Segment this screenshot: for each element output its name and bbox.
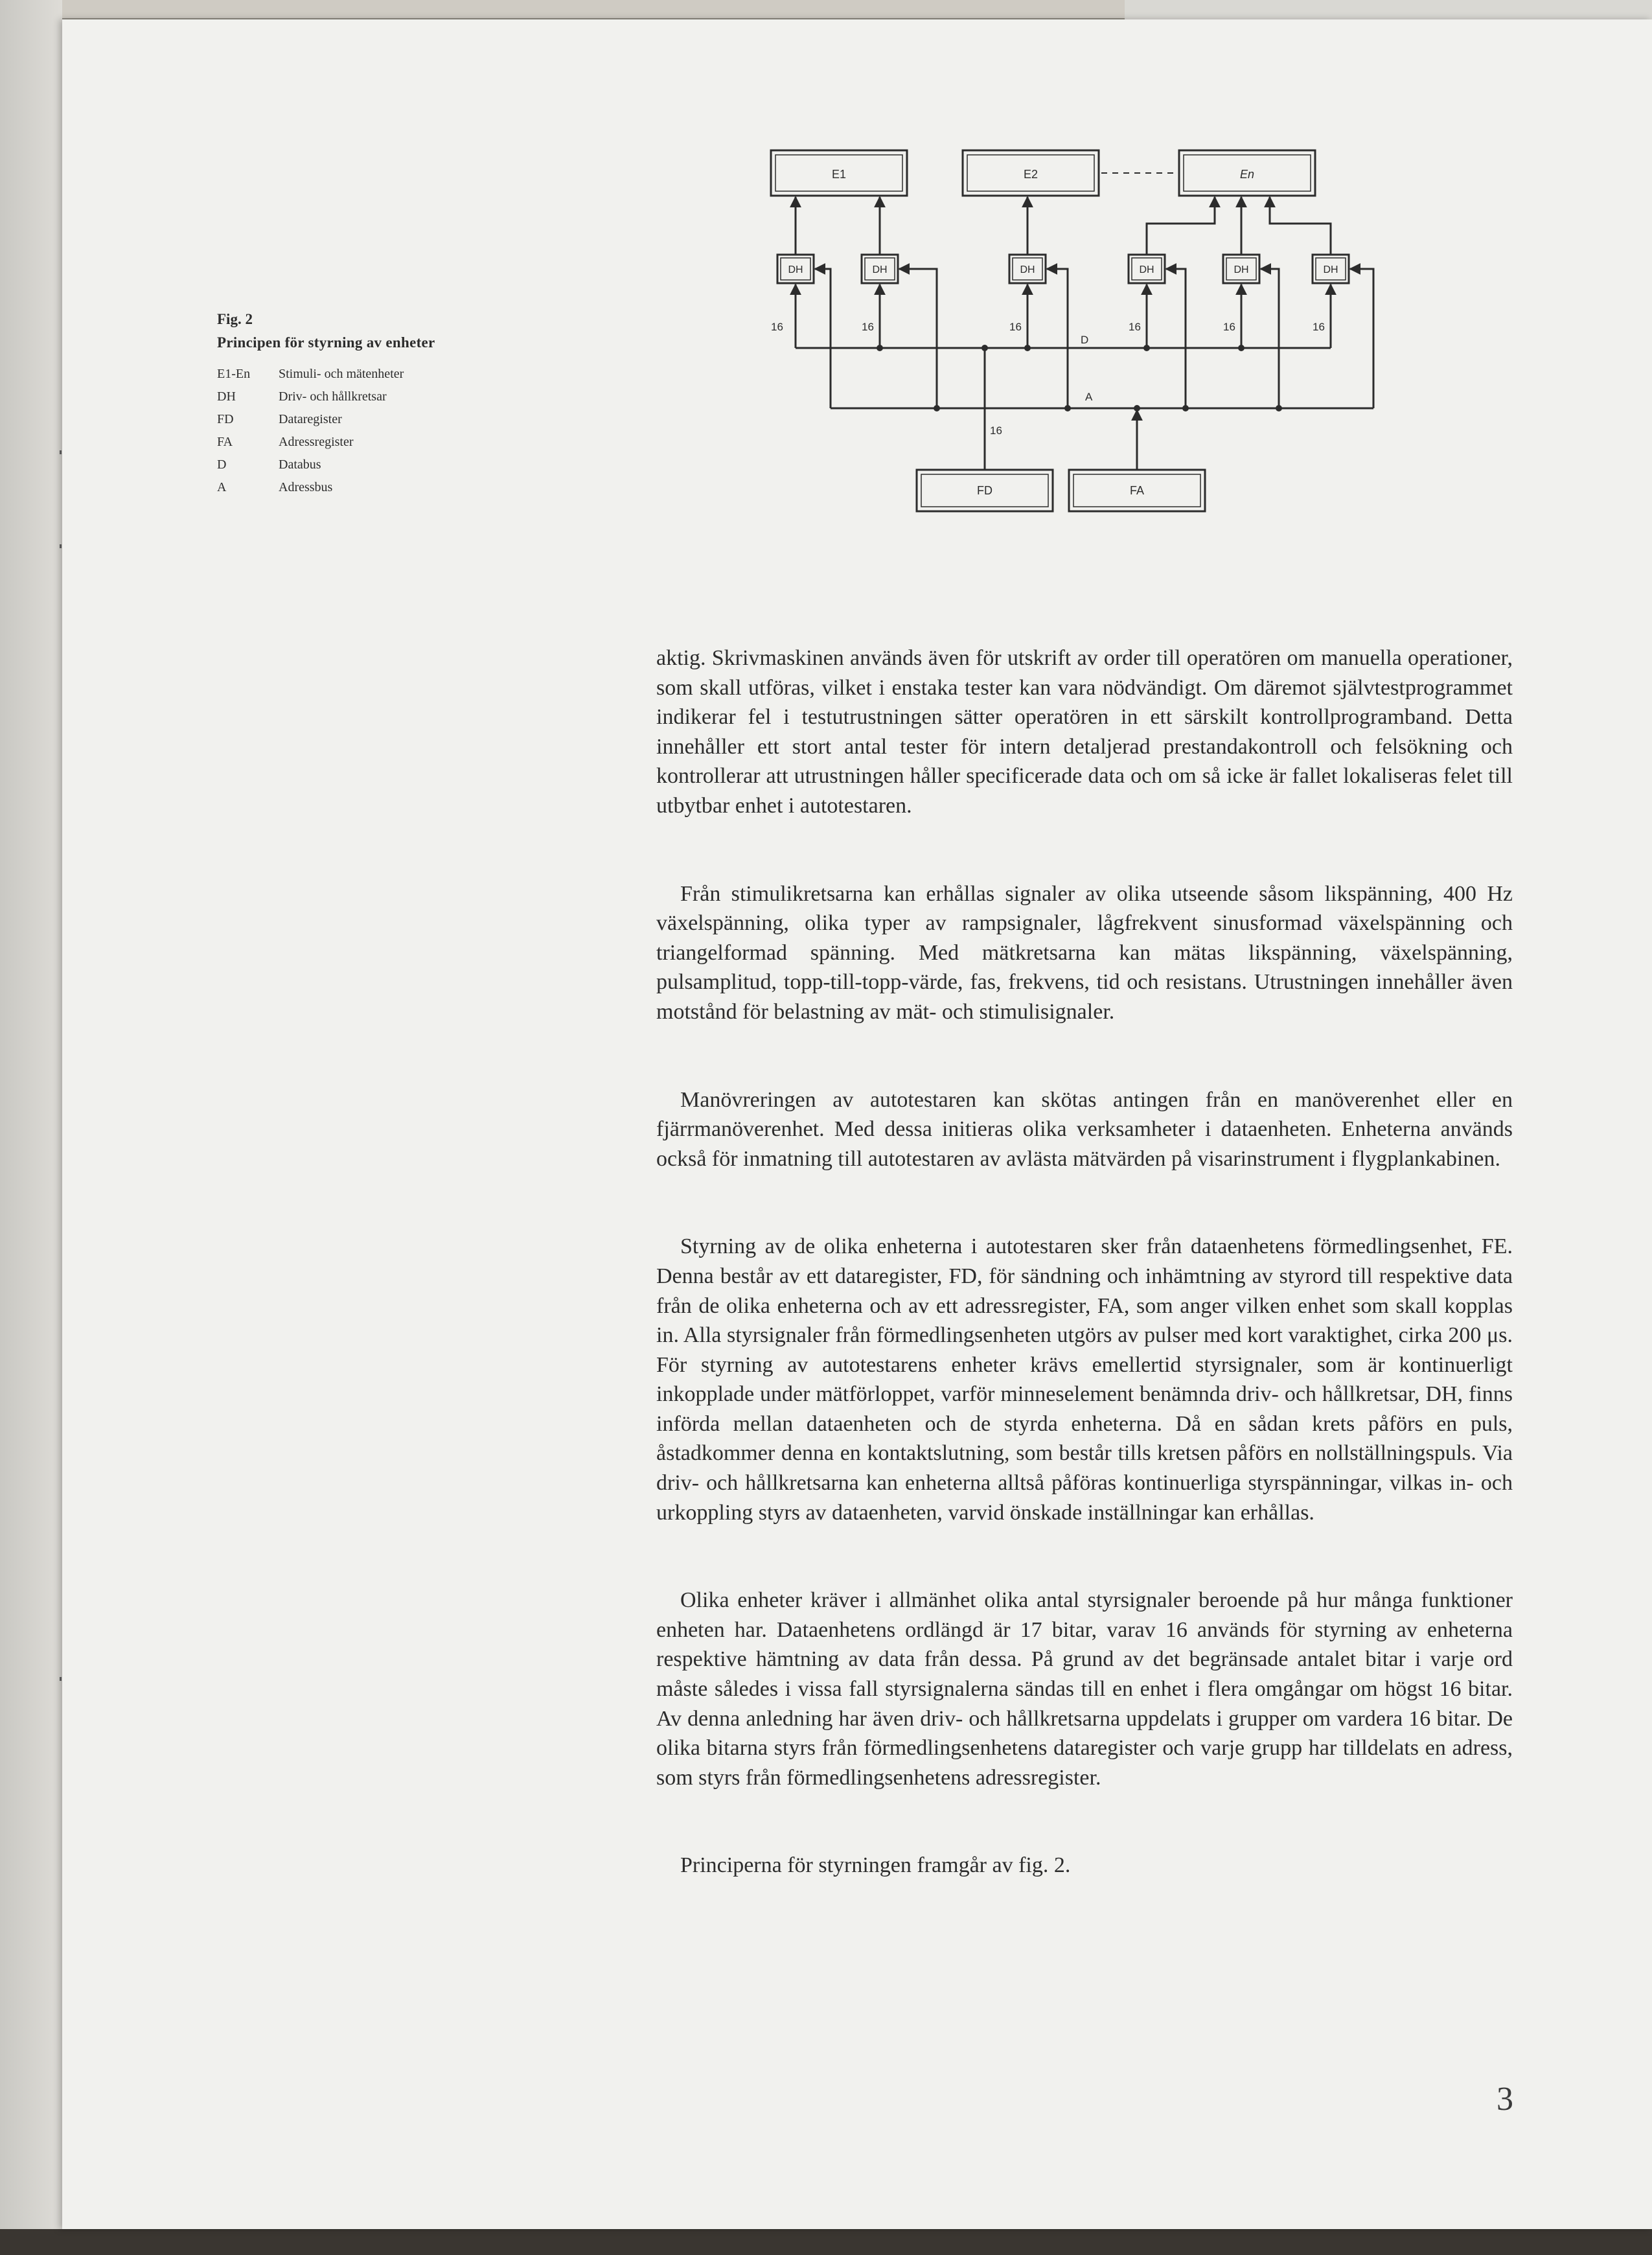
paragraph: Principerna för styrningen framgår av fig. 2. (680, 1853, 1071, 1878)
dh-label: DH (1323, 264, 1338, 275)
left-page-edge (0, 0, 62, 2229)
paragraph: Manövreringen av autotestaren kan skötas antingen från en manöverenhet eller en fjärrmanöverenhet. Med dessa initieras olika verksamheter i dataenheten. Enheterna används också för inmatning till autotestaren av avlästa mätvärden på visarinstrument i flygplankabinen. (656, 1087, 1513, 1171)
margin-mark (60, 450, 62, 454)
body-text (656, 643, 1513, 1939)
legend-desc: Adressbus (279, 480, 333, 494)
legend-abbr: FA (217, 435, 233, 449)
bottom-background-strip (0, 2229, 1652, 2255)
legend-desc: Dataregister (279, 412, 342, 426)
dh-label: DH (1139, 264, 1154, 275)
legend-abbr: A (217, 480, 227, 494)
legend-row (217, 454, 489, 476)
dh-label: DH (1020, 264, 1035, 275)
legend-row (217, 476, 489, 499)
dh-label: DH (872, 264, 888, 275)
margin-mark (60, 1677, 62, 1681)
legend-abbr: D (217, 457, 227, 472)
bit-width-label: 16 (771, 321, 783, 333)
legend-row (217, 386, 489, 408)
e2-label: E2 (1023, 168, 1038, 181)
en-label: En (1239, 168, 1255, 181)
data-bus-label: D (1081, 334, 1089, 346)
paragraph: Olika enheter kräver i allmänhet olika antal styrsignaler beroende på hur många funktioner enheten har. Dataenhetens ordlängd är 17 bitar, varav 16 används för styrning av enheterna respektive hämtning av data från dessa. På grund av det begränsade antalet bitar i varje ord måste således i vissa fall styrsignalerna sändas till en enhet i flera omgångar om högst 16 bitar. Av denna anledning har även driv- och hållkretsarna uppdelats i grupper om vardera 16 bitar. De olika bitarna styrs från förmedlingsenhetens dataregister och varje grupp har tilldelats en adress, som styrs från förmedlingsenhetens adressregister. (656, 1588, 1513, 1790)
legend-abbr: DH (217, 389, 236, 404)
bit-width-label: 16 (990, 424, 1002, 437)
dh-label: DH (1233, 264, 1249, 275)
legend-desc: Driv- och hållkretsar (279, 389, 387, 404)
legend-row (217, 408, 489, 431)
top-paper-strip (62, 0, 1125, 19)
fd-label: FD (977, 484, 992, 497)
legend-row (217, 431, 489, 454)
bit-width-label: 16 (862, 321, 874, 333)
page-number: 3 (1497, 2081, 1513, 2118)
bit-width-label: 16 (1009, 321, 1022, 333)
block-diagram-svg (758, 146, 1406, 515)
e1-label: E1 (831, 168, 847, 181)
figure-title: Principen för styrning av enheter (217, 334, 435, 351)
address-bus-label: A (1085, 391, 1093, 403)
legend-desc: Databus (279, 457, 321, 472)
bit-width-label: 16 (1223, 321, 1235, 333)
legend-desc: Stimuli- och mätenheter (279, 367, 404, 381)
margin-mark (60, 544, 62, 548)
legend-abbr: FD (217, 412, 234, 426)
dh-label: DH (788, 264, 803, 275)
bit-width-label: 16 (1129, 321, 1141, 333)
figure-caption (217, 311, 489, 499)
figure-legend (217, 363, 489, 499)
bit-width-label: 16 (1313, 321, 1325, 333)
legend-row (217, 363, 489, 386)
paragraph: aktig. Skrivmaskinen används även för utskrift av order till operatören om manuella operationer, som skall utföras, vilket i enstaka tester kan vara nödvändigt. Om däremot självtestprogrammet indikerar fel i testutrustningen sätter operatören in ett särskilt kontrollprogramband. Detta innehåller ett stort antal tester för intern detaljerad prestandakontroll och felsökning och kontrollerar att utrustningen håller specificerade data och om så icke är fallet lokaliseras felet till utbytbar enhet i autotestaren. (656, 646, 1513, 818)
paragraph: Från stimulikretsarna kan erhållas signaler av olika utseende såsom likspänning, 400 Hz växelspänning, olika typer av rampsignaler, lågfrekvent sinusformad växelspänning och triangelformad spänning. Med mätkretsarna kan mätas likspänning, växelspänning, pulsamplitud, topp-till-topp-värde, fas, frekvens, tid och resistans. Utrustningen innehåller även motstånd för belastning av mät- och stimulisignaler. (656, 881, 1513, 1024)
fa-label: FA (1129, 484, 1145, 497)
figure-number: Fig. 2 (217, 311, 253, 327)
legend-desc: Adressregister (279, 435, 354, 449)
paragraph: Styrning av de olika enheterna i autotestaren sker från dataenhetens förmedlingsenhet, FE. Denna består av ett dataregister, FD, för sändning och inhämtning av styrord till respektive data från de olika enheterna och av ett adressregister, FA, som anger vilken enhet som skall kopplas in. Alla styrsignaler från förmedlingsenheten utgörs av pulser med kort varaktighet, cirka 200 μs. För styrning av autotestarens enheter krävs emellertid styrsignaler, som är kontinuerligt inkopplade under mätförloppet, varför minneselement benämnda driv- och hållkretsar, DH, finns införda mellan dataenheten och de styrda enheterna. Då en sådan krets påförs en puls, åstadkommer denna en kontaktslutning, som består tills kretsen påförs en nollställningspuls. Via driv- och hållkretsarna kan enheterna alltså påföras kontinuerliga styrspänningar, vilkas in- och urkoppling styrs av dataenheten, varvid önskade inställningar kan erhållas. (656, 1234, 1513, 1525)
legend-abbr: E1-En (217, 367, 251, 381)
block-diagram (758, 146, 1406, 515)
